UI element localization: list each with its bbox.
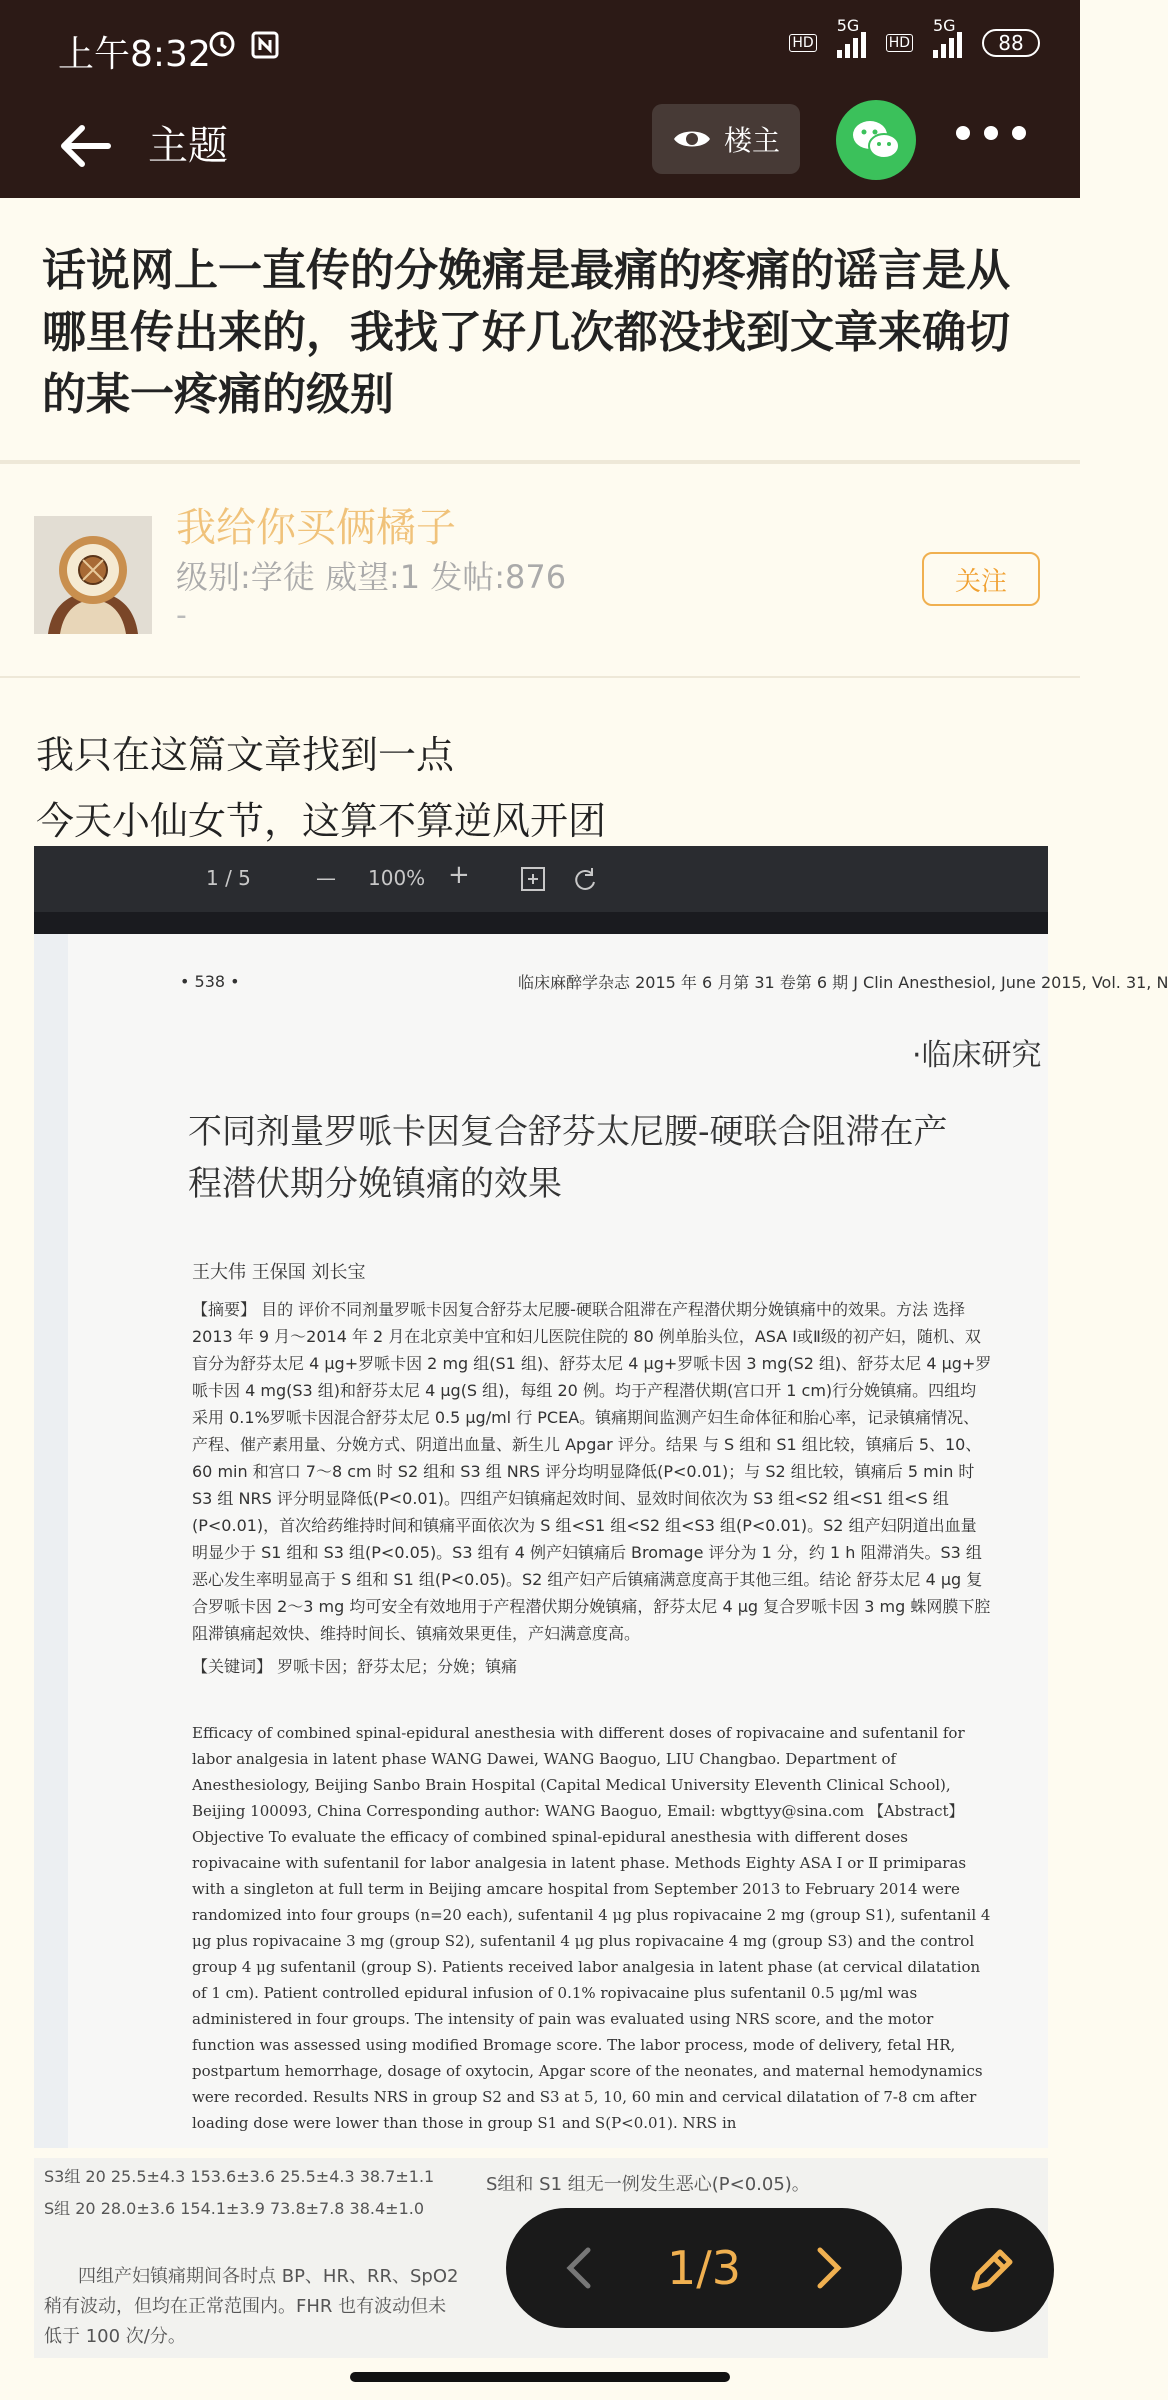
follow-label: 关注	[954, 566, 1007, 597]
wechat-share-button[interactable]	[836, 100, 916, 180]
image2-row-4: 稍有波动，但均在正常范围内。FHR 也有波动但未	[44, 2296, 447, 2317]
author-card	[0, 470, 1080, 670]
zoom-out-icon: —	[316, 866, 336, 890]
battery-icon	[982, 29, 1040, 57]
paper-keywords: 【关键词】 罗哌卡因；舒芬太尼；分娩；镇痛	[192, 1657, 518, 1676]
wechat-icon	[851, 119, 901, 161]
next-page-icon[interactable]	[798, 2238, 858, 2298]
screen-bezel	[34, 912, 1048, 934]
back-arrow-icon[interactable]	[54, 116, 114, 176]
reply-edit-button[interactable]	[930, 2208, 1054, 2332]
rotate-icon	[572, 866, 598, 892]
avatar-image	[34, 516, 152, 634]
paper-abstract-en: Efficacy of combined spinal-epidural anesthesia with different doses of ropivacaine and sufentanil for labor analgesia in latent phase WANG Dawei, WANG Baoguo, LIU Changbao. Department of Anesthesiology, Beijing Sanbo Brain Hospital (Capital Medical University Eleventh Clinical School), Beijing 100093, China Corresponding author: WANG Baoguo, Email: wbgttyy@sina.com 【Abstract】 Objective To evaluate the efficacy of combined spinal-epidural anesthesia with different doses ropivacaine with sufentanil for labor analgesia in latent phase. Methods Eighty ASA Ⅰ or Ⅱ primiparas with a singleton at full term in Beijing amcare hospital from September 2013 to February 2014 were randomized into four groups (n=20 each), sufentanil 4 μg plus ropivacaine 2 mg (group S1), sufentanil 4 μg plus ropivacaine 3 mg (group S2), sufentanil 4 μg plus ropivacaine 4 mg (group S3) and the control group 4 μg sufentanil (group S). Patients received labor analgesia in latent phase (at cervical dilatation of 1 cm). Patient controlled epidural infusion of 0.1% ropivacaine plus sufentanil 0.5 μg/ml was administered in four groups. The intensity of pain was evaluated using NRS score, and the motor function was assessed using modified Bromage score. The labor process, mode of delivery, fetal HR, postpartum hemorrhage, dosage of oxytocin, Apgar score of the neonates, and maternal hemodynamics were recorded. Results NRS in group S2 and S3 at 5, 10, 60 min and cervical dilatation of 7-8 cm after loading dose were lower than those in group S1 and S(P<0.01). NRS in	[192, 1724, 991, 2132]
image2-row-5: 低于 100 次/分。	[44, 2326, 186, 2347]
paper-journal-header: 临床麻醉学杂志 2015 年 6 月第 31 卷第 6 期 J Clin Anesthesiol, June 2015, Vol. 31, N	[518, 973, 1168, 992]
nav-title: 主题	[148, 123, 228, 169]
image2-row-3: 四组产妇镇痛期间各时点 BP、HR、RR、SpO2	[78, 2266, 459, 2287]
content-line-2: 今天小仙女节，这算不算逆风开团	[36, 799, 607, 843]
pdf-toolbar	[34, 846, 1048, 912]
paper-abstract-cn-text: 【摘要】 目的 评价不同剂量罗哌卡因复合舒芬太尼腰-硬联合阻滞在产程潜伏期分娩镇痛中的效果。方法 选择 2013 年 9 月～2014 年 2 月在北京美中宜和妇儿医院住院的 80 例单胎头位，ASA Ⅰ或Ⅱ级的初产妇，随机、双盲分为舒芬太尼 4 μg+罗哌卡因 2 mg 组(S1 组)、舒芬太尼 4 μg+罗哌卡因 3 mg(S2 组)、舒芬太尼 4 μg+罗哌卡因 4 mg(S3 组)和舒芬太尼 4 μg(S 组)，每组 20 例。均于产程潜伏期(宫口开 1 cm)行分娩镇痛。四组均采用 0.1%罗哌卡因混合舒芬太尼 0.5 μg/ml 行 PCEA。镇痛期间监测产妇生命体征和胎心率，记录镇痛情况、产程、催产素用量、分娩方式、阴道出血量、新生儿 Apgar 评分。结果 与 S 组和 S1 组比较，镇痛后 5、10、60 min 和宫口 7～8 cm 时 S2 组和 S3 组 NRS 评分均明显降低(P<0.01)；与 S2 组比较，镇痛后 5 min 时 S3 组 NRS 评分明显降低(P<0.01)。四组产妇镇痛起效时间、显效时间依次为 S3 组<S2 组<S1 组<S 组(P<0.01)，首次给药维持时间和镇痛平面依次为 S 组<S1 组<S2 组<S3 组(P<0.01)。S2 组产妇阴道出血量明显少于 S1 组和 S3 组(P<0.05)。S3 组有 4 例产妇镇痛后 Bromage 评分为 1 分，约 1 h 阻滞消失。S3 组恶心发生率明显高于 S 组和 S1 组(P<0.05)。S2 组产妇产后镇痛满意度高于其他三组。结论 舒芬太尼 4 μg 复合罗哌卡因 2～3 mg 均可安全有效地用于产程潜伏期分娩镇痛，舒芬太尼 4 μg 复合罗哌卡因 3 mg 蛛网膜下腔阻滞镇痛起效快、维持时间长、镇痛效果更佳，产妇满意度高。	[192, 1300, 992, 1643]
paper-section: ·临床研究	[912, 1038, 1042, 1073]
pdf-page-indicator: 1 / 5	[206, 866, 251, 890]
network-label-1: 5G	[836, 16, 860, 35]
pencil-icon	[962, 2240, 1022, 2300]
only-op-label: 楼主	[723, 124, 780, 157]
hd-label-2: HD	[886, 34, 913, 52]
hd-label-1: HD	[789, 34, 816, 52]
paper-page	[68, 934, 1168, 2148]
paper-abstract-cn	[192, 1296, 992, 1680]
status-right	[789, 16, 1040, 58]
status-left-icons	[208, 30, 280, 60]
post-image-1[interactable]	[34, 846, 1168, 2148]
zoom-in-icon: +	[448, 860, 470, 890]
network-label-2: 5G	[933, 16, 956, 35]
paper-title: 不同剂量罗哌卡因复合舒芬太尼腰-硬联合阻滞在产程潜伏期分娩镇痛的效果	[188, 1112, 948, 1204]
status-time: 上午8:32	[58, 34, 211, 75]
follow-button[interactable]	[922, 552, 1040, 606]
zoom-level: 100%	[368, 866, 426, 890]
paper-authors: 王大伟 王保国 刘长宝	[192, 1262, 366, 1283]
page-indicator[interactable]: 1/3	[666, 2241, 742, 2295]
post-title: 话说网上一直传的分娩痛是最痛的疼痛的谣言是从哪里传出来的，我找了好几次都没找到文章来确切的某一疼痛的级别	[42, 245, 1010, 420]
author-signature: -	[176, 598, 187, 633]
divider	[0, 460, 1080, 464]
paper-page-number: • 538 •	[180, 972, 240, 991]
prev-page-icon[interactable]	[550, 2238, 610, 2298]
avatar[interactable]	[34, 516, 152, 634]
status-bar	[0, 0, 1080, 96]
author-name[interactable]: 我给你买俩橘子	[176, 505, 456, 551]
alarm-clock-icon	[208, 30, 236, 58]
page-navigator	[506, 2208, 902, 2328]
nfc-icon	[250, 30, 280, 60]
content-line-1: 我只在这篇文章找到一点	[36, 733, 455, 777]
battery-level: 88	[998, 31, 1024, 55]
top-nav-bar	[0, 96, 1080, 198]
image2-row-2: S组 20 28.0±3.6 154.1±3.9 73.8±7.8 38.4±1.0	[44, 2199, 425, 2218]
image2-right-1: S组和 S1 组无一例发生恶心(P<0.05)。	[486, 2174, 810, 2195]
divider	[0, 676, 1080, 678]
more-menu-icon[interactable]	[956, 126, 1026, 140]
only-op-button[interactable]	[652, 104, 800, 174]
eye-icon	[672, 125, 712, 153]
author-meta: 级别:学徒 威望:1 发帖:876	[176, 558, 567, 596]
fit-page-icon	[520, 866, 546, 892]
image2-row-1: S3组 20 25.5±4.3 153.6±3.6 25.5±4.3 38.7±1.1	[44, 2167, 435, 2186]
home-indicator[interactable]	[350, 2372, 730, 2382]
